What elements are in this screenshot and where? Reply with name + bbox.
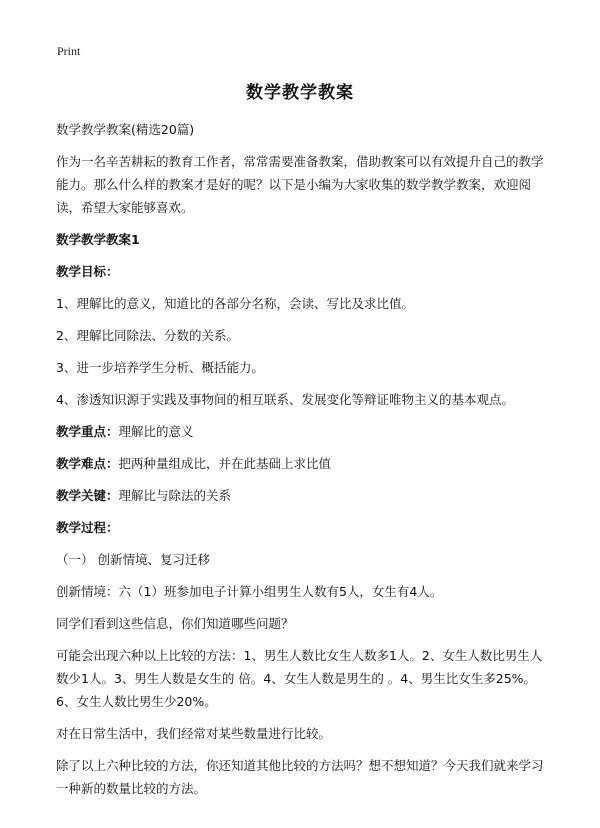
objective-item: 3、进一步培养学生分析、概括能力。: [56, 360, 264, 375]
body-paragraph: 创新情境：六（1）班参加电子计算小组男生人数有5人，女生有4人。: [56, 584, 443, 599]
document-body: [56, 118, 546, 809]
intro-paragraph: 作为一名辛苦耕耘的教育工作者，常常需要准备教案，借助教案可以有效提升自己的教学能力。那么什么样的教案才是好的呢？以下是小编为大家收集的数学教学教案，欢迎阅读，希望大家能够喜欢。: [56, 154, 544, 215]
crux-line: [56, 484, 546, 507]
body-paragraph: 除了以上六种比较的方法，你还知道其他比较的方法吗？想不想知道？今天我们就来学习一种新的数量比较的方法。: [56, 758, 544, 796]
key-point-text: 理解比的意义: [118, 424, 194, 439]
objective-item: 4、渗透知识源于实践及事物间的相互联系、发展变化等辩证唯物主义的基本观点。: [56, 392, 514, 407]
step-heading: （一） 创新情境、复习迁移: [56, 552, 210, 567]
difficulty-label: 教学难点：: [56, 456, 119, 471]
section-heading: 数学教学教案1: [56, 232, 140, 247]
document-title: 数学教学教案: [246, 83, 354, 103]
key-point-label: 教学重点：: [56, 424, 119, 439]
crux-text: 理解比与除法的关系: [118, 488, 232, 503]
difficulty-text: 把两种量组成比，并在此基础上求比值: [118, 456, 332, 471]
process-heading: 教学过程：: [56, 520, 119, 535]
body-paragraph: 同学们看到这些信息，你们知道哪些问题？: [56, 616, 294, 631]
difficulty-line: [56, 452, 546, 475]
objectives-heading: 教学目标：: [56, 264, 119, 279]
body-paragraph: 对在日常生活中，我们经常对某些数量进行比较。: [56, 726, 332, 741]
objective-item: 1、理解比的意义，知道比的各部分名称，会读、写比及求比值。: [56, 296, 414, 311]
document-subtitle: 数学教学教案(精选20篇): [56, 122, 195, 137]
crux-label: 教学关键：: [56, 488, 119, 503]
key-point-line: [56, 420, 546, 443]
body-paragraph: 可能会出现六种以上比较的方法：1、男生人数比女生人数多1人。2、女生人数比男生人数少1人。3、男生人数是女生的 倍。4、女生人数是男生的 。4、男生比女生多25%。6、女生人数比男生少20%。: [56, 648, 543, 709]
objective-item: 2、理解比同除法、分数的关系。: [56, 328, 239, 343]
print-label: Print: [57, 44, 81, 58]
